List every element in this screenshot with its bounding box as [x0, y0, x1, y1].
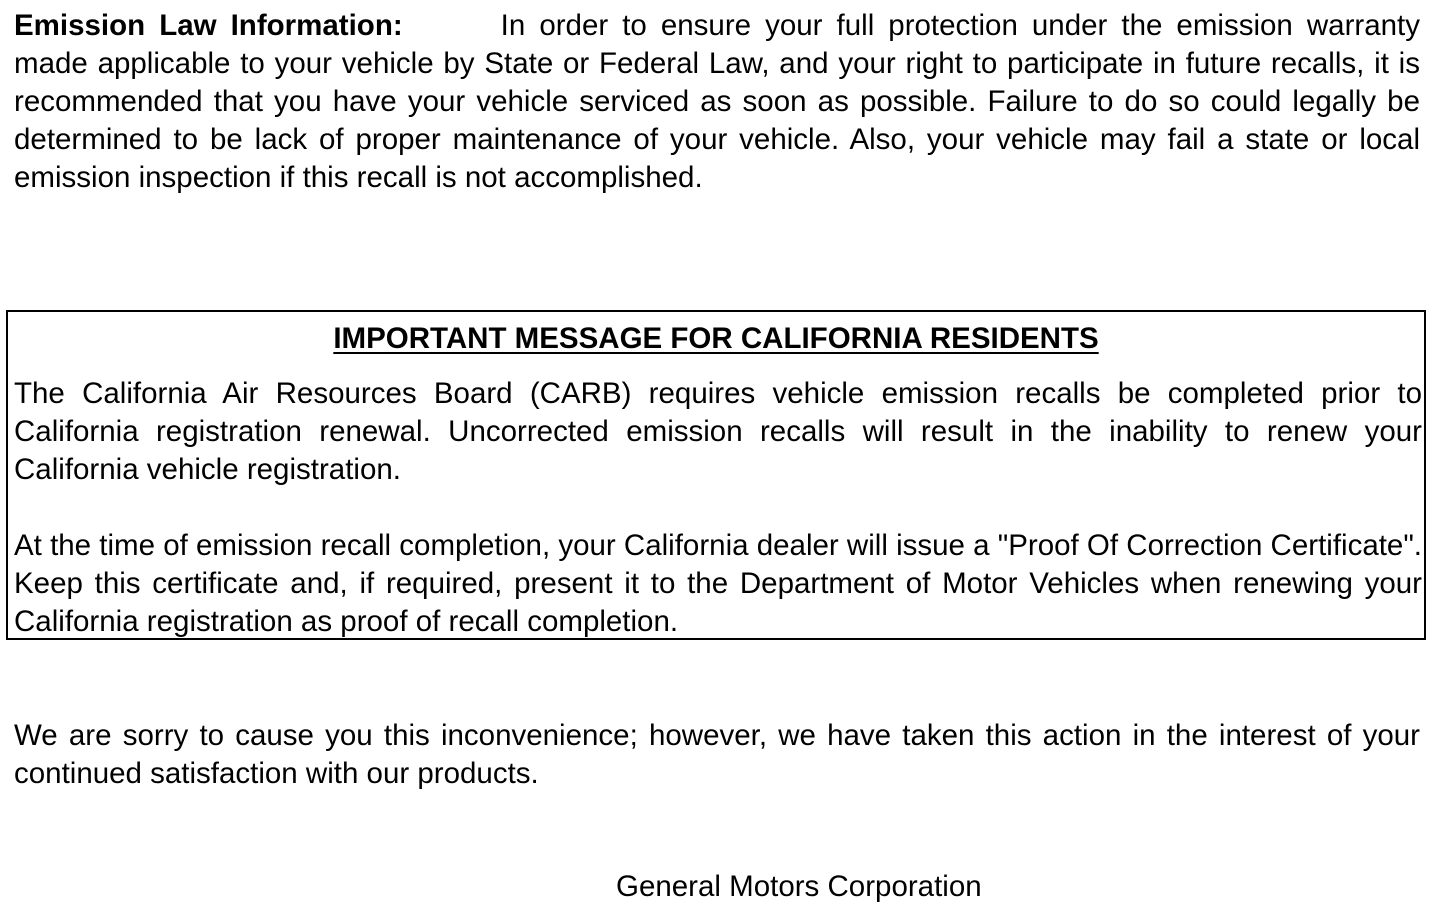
emission-law-text: In order to ensure your full protection under the emission warranty made applicable to your vehicle by State or Federal Law, and your right to participate in future recalls, it is recommended that you have your vehicle serviced as soon as possible. Failure to do so could legally be determined to be lack of proper maintenance of your vehicle. Also, your vehicle may fail a state or local emission inspection if this recall is not accomplished. — [14, 9, 1420, 194]
california-notice-box — [6, 310, 1426, 640]
closing-paragraph: We are sorry to cause you this inconvenience; however, we have taken this action in the interest of your continued satisfaction with our products. — [14, 719, 1420, 790]
emission-law-label: Emission Law Information: — [14, 9, 403, 42]
california-notice-paragraph-1: The California Air Resources Board (CARB) requires vehicle emission recalls be completed prior to California registration renewal. Uncorrected emission recalls will result in the inability to renew your California vehicle registration. — [14, 377, 1422, 486]
emission-law-paragraph — [14, 7, 1420, 197]
signature-company: General Motors Corporation — [616, 870, 982, 903]
california-notice-paragraph-2: At the time of emission recall completion, your California dealer will issue a "Proof Of Correction Certificate". Keep this certificate and, if required, present it to the Department of Motor Vehicles when renewing your California registration as proof of recall completion. — [14, 529, 1423, 638]
california-notice-title: IMPORTANT MESSAGE FOR CALIFORNIA RESIDENTS — [333, 322, 1099, 355]
